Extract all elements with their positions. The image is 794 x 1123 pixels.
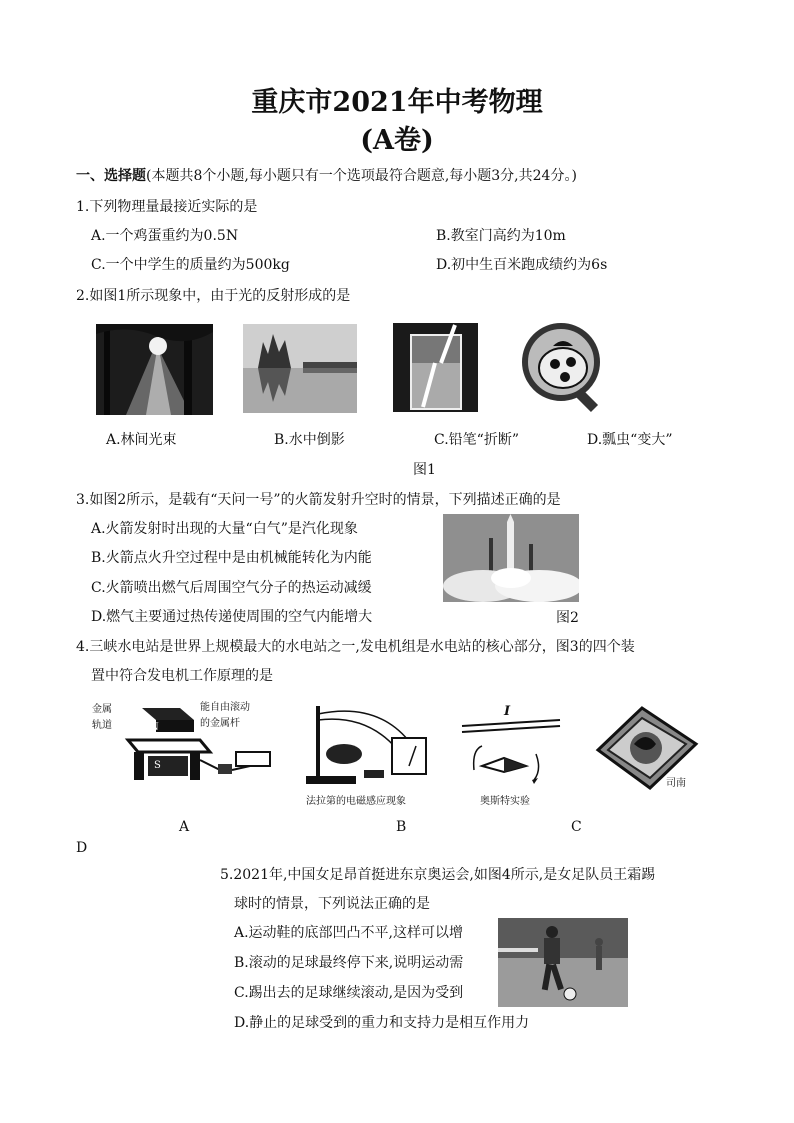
q1-option-b: B.教室门高约为10m [436, 228, 566, 244]
q3-option-b: B.火箭点火升空过程中是由机械能转化为内能 [91, 550, 372, 566]
fig3-letter-b: B [396, 819, 407, 835]
q4-stem-line2: 置中符合发电机工作原理的是 [91, 668, 273, 684]
fig3-c-oersted [460, 700, 570, 810]
fig1-caption-d: D.瓢虫“变大” [587, 432, 673, 448]
fig3-b-faraday [296, 700, 446, 810]
section-heading [76, 167, 577, 185]
section-note: (本题共8个小题,每小题只有一个选项最符合题意,每小题3分,共24分。) [146, 168, 577, 184]
fig3-a-motor-rails [90, 700, 280, 790]
ladybug-magnifier-image [519, 322, 609, 412]
fig3-c-caption: 奥斯特实验 [480, 796, 530, 807]
q5-option-a: A.运动鞋的底部凹凸不平,这样可以增 [234, 925, 464, 941]
fig3-letter-a: A [179, 819, 190, 835]
q1-stem: 1.下列物理量最接近实际的是 [76, 199, 258, 215]
q3-option-c: C.火箭喷出燃气后周围空气分子的热运动减缓 [91, 580, 372, 596]
fig3-d-compass [590, 700, 700, 800]
fig3-letter-d: D [76, 840, 88, 856]
q5-option-b: B.滚动的足球最终停下来,说明运动需 [234, 955, 464, 971]
pencil-refraction-image [393, 323, 478, 412]
fig3-a-pole-n: N [150, 722, 159, 733]
q5-stem-line1: 5.2021年,中国女足昂首挺进东京奥运会,如图4所示,是女足队员王霜踢 [220, 867, 656, 883]
q1-option-c: C.一个中学生的质量约为500kg [91, 257, 290, 273]
q4-stem-line1: 4.三峡水电站是世界上规模最大的水电站之一,发电机组是水电站的核心部分，图3的四个装 [76, 639, 635, 655]
fig1-caption-c: C.铅笔“折断” [434, 432, 519, 448]
fig3-c-current-label: I [504, 704, 511, 719]
page-subtitle: (A卷) [360, 125, 434, 156]
q3-stem: 3.如图2所示，是载有“天问一号”的火箭发射升空时的情景，下列描述正确的是 [76, 492, 561, 508]
q5-option-c: C.踢出去的足球继续滚动,是因为受到 [234, 985, 464, 1001]
q3-option-a: A.火箭发射时出现的大量“白气”是汽化现象 [91, 521, 358, 537]
fig1-caption-a: A.林间光束 [106, 432, 177, 448]
q5-stem-line2: 球时的情景，下列说法正确的是 [234, 896, 430, 912]
rocket-launch-image [443, 514, 579, 602]
fig3-a-label-rolling: 能自由滚动 [200, 702, 250, 713]
figure-2-label: 图2 [556, 610, 579, 626]
q3-option-d: D.燃气主要通过热传递使周围的空气内能增大 [91, 609, 373, 625]
fig3-a-label-rail: 轨道 [92, 720, 112, 731]
forest-light-image [96, 324, 213, 415]
fig1-caption-b: B.水中倒影 [274, 432, 345, 448]
water-reflection-image [243, 324, 357, 413]
soccer-player-image [498, 918, 628, 1007]
q5-option-d: D.静止的足球受到的重力和支持力是相互作用力 [234, 1015, 530, 1031]
page-title: 重庆市2021年中考物理 [251, 87, 543, 118]
fig3-b-caption: 法拉第的电磁感应现象 [306, 796, 406, 807]
fig3-a-pole-s: S [154, 760, 161, 771]
fig3-letter-c: C [571, 819, 582, 835]
fig3-a-label-metal: 金属 [92, 704, 112, 715]
q1-option-a: A.一个鸡蛋重约为0.5N [91, 228, 239, 244]
q2-stem: 2.如图1所示现象中，由于光的反射形成的是 [76, 288, 351, 304]
fig3-d-caption: 司南 [666, 778, 686, 789]
q1-option-d: D.初中生百米跑成绩约为6s [436, 257, 608, 273]
figure-1-label: 图1 [413, 462, 436, 478]
fig3-a-label-rod: 的金属杆 [200, 718, 240, 729]
section-title: 一、选择题 [76, 168, 146, 184]
